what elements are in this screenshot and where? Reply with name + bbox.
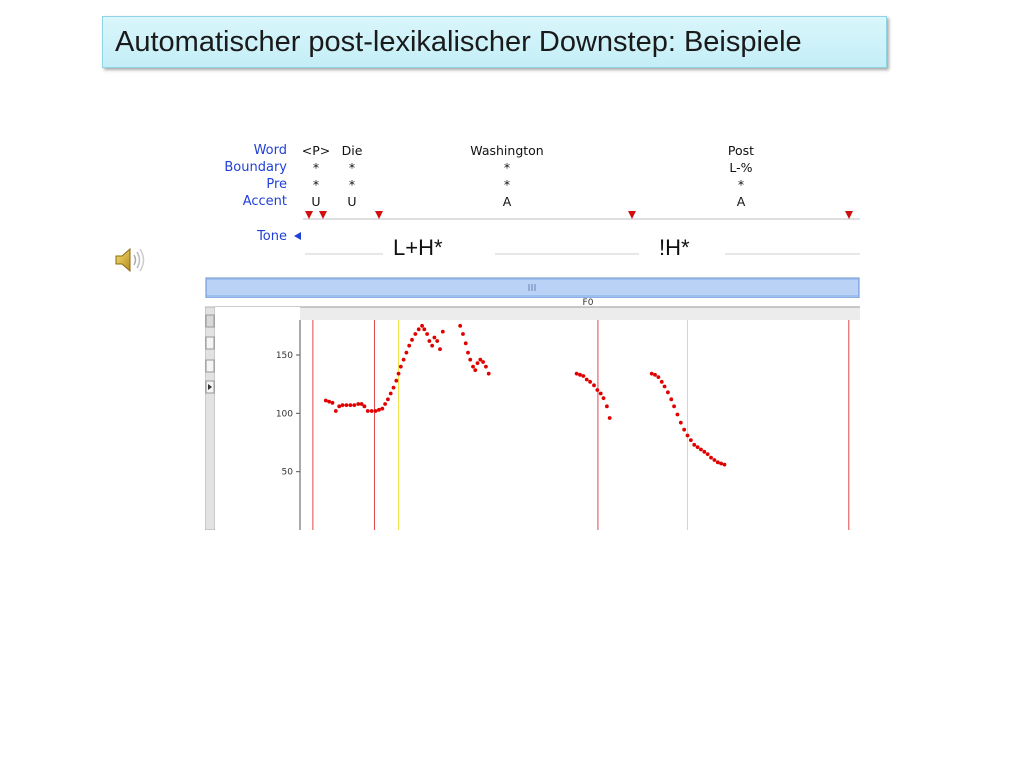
f0-point xyxy=(723,463,727,467)
f0-point xyxy=(386,397,390,401)
f0-point xyxy=(356,402,360,406)
tier-label-tone: Tone xyxy=(257,229,287,244)
f0-point xyxy=(699,448,703,452)
y-tick-label: 100 xyxy=(275,409,293,420)
f0-point xyxy=(433,336,437,340)
f0-point xyxy=(484,365,488,369)
f0-point xyxy=(392,386,396,390)
boundary-marker-icon[interactable] xyxy=(305,211,313,219)
f0-point xyxy=(602,396,606,400)
tier-label-word: Word xyxy=(253,143,287,158)
tier-panel xyxy=(205,140,860,265)
f0-point xyxy=(666,390,670,394)
boundary-marker-icon[interactable] xyxy=(375,211,383,219)
boundary-cell[interactable]: L-% xyxy=(729,160,753,175)
f0-point xyxy=(464,341,468,345)
f0-point xyxy=(405,351,409,355)
f0-point xyxy=(397,372,401,376)
f0-point xyxy=(389,392,393,396)
pre-cell[interactable]: * xyxy=(737,177,745,192)
f0-point xyxy=(657,375,661,379)
f0-point xyxy=(435,339,439,343)
f0-point xyxy=(471,365,475,369)
word-cell[interactable]: Post xyxy=(727,143,755,158)
f0-point xyxy=(458,324,462,328)
f0-point xyxy=(481,360,485,364)
accent-cell[interactable]: A xyxy=(736,194,746,209)
f0-point xyxy=(692,443,696,447)
f0-point xyxy=(660,380,664,384)
plot-area xyxy=(300,320,860,530)
f0-point xyxy=(337,404,341,408)
f0-point xyxy=(352,403,356,407)
word-cell[interactable]: <P> xyxy=(301,143,331,158)
f0-point xyxy=(430,344,434,348)
f0-point xyxy=(702,450,706,454)
square-icon[interactable] xyxy=(206,337,214,349)
square-icon[interactable] xyxy=(206,360,214,372)
f0-point xyxy=(334,409,338,413)
f0-point xyxy=(438,347,442,351)
f0-point xyxy=(650,372,654,376)
f0-plot xyxy=(205,277,860,530)
accent-cell[interactable]: A xyxy=(502,194,512,209)
f0-point xyxy=(413,332,417,336)
play-icon[interactable] xyxy=(206,381,214,393)
f0-point xyxy=(327,400,331,404)
accent-cell[interactable]: U xyxy=(347,194,357,209)
f0-point xyxy=(605,404,609,408)
tone-label-lh[interactable]: L+H* xyxy=(393,235,443,260)
f0-point xyxy=(653,373,657,377)
f0-point xyxy=(417,327,421,331)
f0-point xyxy=(366,409,370,413)
f0-point xyxy=(669,397,673,401)
pre-cell[interactable]: * xyxy=(503,177,511,192)
f0-point xyxy=(370,409,374,413)
f0-point xyxy=(349,403,353,407)
word-cell[interactable]: Die xyxy=(341,143,363,158)
plot-header: F0 xyxy=(582,298,594,308)
f0-point xyxy=(709,456,713,460)
boundary-cell[interactable]: * xyxy=(348,160,356,175)
f0-point xyxy=(581,374,585,378)
f0-point xyxy=(420,324,424,328)
f0-point xyxy=(383,402,387,406)
f0-point xyxy=(592,383,596,387)
f0-point xyxy=(713,458,717,462)
f0-point xyxy=(410,338,414,342)
f0-point xyxy=(575,372,579,376)
f0-point xyxy=(345,403,349,407)
f0-point xyxy=(706,452,710,456)
f0-point xyxy=(466,351,470,355)
f0-point xyxy=(441,330,445,334)
f0-point xyxy=(473,368,477,372)
f0-point xyxy=(608,416,612,420)
tone-label-downstep-h[interactable]: !H* xyxy=(659,235,690,260)
boundary-cell[interactable]: * xyxy=(312,160,320,175)
boundary-marker-icon[interactable] xyxy=(319,211,327,219)
f0-point xyxy=(679,421,683,425)
f0-point xyxy=(402,358,406,362)
tier-label-boundary: Boundary xyxy=(224,160,287,175)
f0-point xyxy=(595,388,599,392)
tone-arrow-icon[interactable] xyxy=(294,232,301,240)
f0-point xyxy=(461,332,465,336)
f0-point xyxy=(682,428,686,432)
f0-point xyxy=(716,460,720,464)
f0-point xyxy=(331,401,335,405)
speaker-icon[interactable] xyxy=(113,246,147,274)
f0-point xyxy=(487,372,491,376)
word-cell[interactable]: Washington xyxy=(470,143,544,158)
f0-point xyxy=(407,344,411,348)
f0-point xyxy=(363,404,367,408)
f0-point xyxy=(599,392,603,396)
f0-point xyxy=(686,434,690,438)
f0-point xyxy=(394,379,398,383)
title-box xyxy=(102,16,887,68)
f0-point xyxy=(341,403,345,407)
f0-point xyxy=(380,407,384,411)
f0-point xyxy=(672,404,676,408)
tier-graphics xyxy=(205,140,860,265)
f0-point xyxy=(689,438,693,442)
boundary-cell[interactable]: * xyxy=(503,160,511,175)
f0-point xyxy=(468,358,472,362)
f0-point xyxy=(427,339,431,343)
f0-point xyxy=(696,445,700,449)
f0-point xyxy=(374,409,378,413)
slide-title: Automatischer post-lexikalischer Downstep: Beispiele xyxy=(115,26,802,58)
pre-cell[interactable]: * xyxy=(348,177,356,192)
f0-point xyxy=(585,378,589,382)
accent-cell[interactable]: U xyxy=(311,194,321,209)
f0-point xyxy=(324,399,328,403)
f0-point xyxy=(422,327,426,331)
speaker-icon[interactable] xyxy=(206,315,214,327)
tier-label-accent: Accent xyxy=(242,194,287,209)
f0-point xyxy=(663,385,667,389)
f0-point xyxy=(476,361,480,365)
y-tick-label: 50 xyxy=(281,467,293,478)
tier-label-pre: Pre xyxy=(266,177,287,192)
f0-point xyxy=(399,365,403,369)
f0-point xyxy=(588,380,592,384)
f0-point xyxy=(719,462,723,466)
f0-point xyxy=(377,408,381,412)
boundary-marker-icon[interactable] xyxy=(845,211,853,219)
f0-point xyxy=(425,332,429,336)
pre-cell[interactable]: * xyxy=(312,177,320,192)
f0-point xyxy=(578,373,582,377)
f0-point xyxy=(676,413,680,417)
boundary-marker-icon[interactable] xyxy=(628,211,636,219)
y-tick-label: 150 xyxy=(275,351,293,361)
